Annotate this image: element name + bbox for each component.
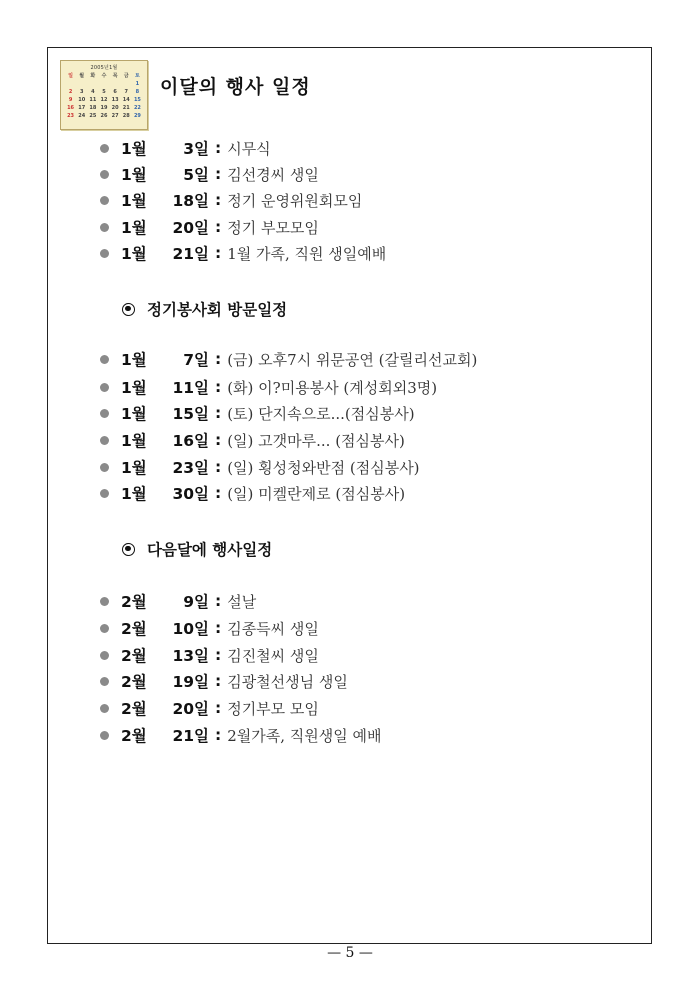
event-month: 1월	[121, 140, 147, 158]
event-description: 김선경씨 생일	[227, 165, 319, 184]
calendar-day: 15	[133, 97, 141, 103]
event-item	[100, 243, 386, 263]
event-description: 정기부모 모임	[227, 699, 319, 718]
section-heading-text: 다음달에 행사일정	[147, 541, 273, 559]
next-month-item	[100, 591, 256, 611]
event-date	[121, 429, 209, 451]
event-date	[121, 697, 209, 719]
event-month: 1월	[121, 485, 147, 503]
event-month: 2월	[121, 727, 147, 745]
next-month-item	[100, 618, 319, 638]
calendar-icon	[60, 60, 148, 130]
event-separator: :	[215, 619, 222, 637]
calendar-day: 3	[79, 89, 84, 95]
calendar-weekday: 목	[112, 73, 118, 79]
event-date	[121, 137, 209, 159]
event-date	[121, 617, 209, 639]
volunteer-item	[100, 457, 420, 477]
calendar-weekday: 수	[101, 73, 107, 79]
calendar-day: 28	[122, 113, 130, 119]
bullet-icon	[100, 731, 109, 740]
calendar-day: 20	[111, 105, 119, 111]
bullet-icon	[100, 651, 109, 660]
event-date	[121, 163, 209, 185]
calendar-day: 18	[89, 105, 97, 111]
event-separator: :	[215, 378, 222, 396]
event-date	[121, 670, 209, 692]
event-month: 1월	[121, 432, 147, 450]
event-description: (금) 오후7시 위문공연 (갈릴리선교회)	[227, 350, 478, 369]
calendar-day: 19	[100, 105, 108, 111]
calendar-day: 9	[68, 97, 73, 103]
calendar-day: 29	[133, 113, 141, 119]
event-day: 30일	[172, 485, 209, 503]
event-separator: :	[215, 699, 222, 717]
calendar-day: 5	[102, 89, 106, 95]
section-heading-text: 정기봉사회 방문일정	[147, 301, 288, 319]
event-month: 2월	[121, 620, 147, 638]
event-description: (토) 단지속으로...(점심봉사)	[227, 404, 415, 423]
bullet-icon	[100, 409, 109, 418]
event-description: (일) 미켈란제로 (점심봉사)	[227, 484, 406, 503]
event-day: 3일	[183, 140, 209, 158]
event-separator: :	[215, 404, 222, 422]
next-month-item	[100, 725, 381, 745]
event-month: 1월	[121, 245, 147, 263]
calendar-day: 24	[78, 113, 86, 119]
volunteer-item	[100, 483, 405, 503]
event-date	[121, 482, 209, 504]
section-heading-next-month	[122, 538, 272, 560]
event-description: 시무식	[227, 139, 271, 158]
calendar-day: 7	[124, 89, 129, 95]
radio-bullet-icon	[122, 303, 135, 316]
calendar-day	[121, 81, 132, 87]
event-description: 정기 운영위원회모임	[227, 191, 363, 210]
next-month-item	[100, 645, 319, 665]
calendar-title: 2005년1월	[90, 65, 118, 71]
event-day: 16일	[172, 432, 209, 450]
bullet-icon	[100, 170, 109, 179]
event-item	[100, 217, 319, 237]
calendar-day: 26	[100, 113, 108, 119]
event-day: 19일	[172, 673, 209, 691]
event-description: 설날	[227, 592, 257, 611]
calendar-day: 27	[111, 113, 119, 119]
event-month: 1월	[121, 192, 147, 210]
next-month-item	[100, 698, 319, 718]
event-separator: :	[215, 646, 222, 664]
bullet-icon	[100, 223, 109, 232]
event-date	[121, 456, 209, 478]
event-month: 2월	[121, 700, 147, 718]
calendar-day: 22	[133, 105, 141, 111]
calendar-day: 1	[135, 81, 140, 87]
calendar-weekday: 일	[68, 73, 73, 79]
event-separator: :	[215, 431, 222, 449]
calendar-day: 12	[100, 97, 108, 103]
calendar-day: 10	[78, 97, 86, 103]
volunteer-item	[100, 403, 415, 423]
event-month: 2월	[121, 647, 147, 665]
bullet-icon	[100, 355, 109, 364]
bullet-icon	[100, 196, 109, 205]
calendar-day: 8	[135, 89, 140, 95]
radio-bullet-icon	[122, 543, 135, 556]
event-day: 10일	[172, 620, 209, 638]
calendar-day	[87, 81, 98, 87]
event-date	[121, 402, 209, 424]
event-day: 20일	[172, 219, 209, 237]
event-item	[100, 138, 271, 158]
event-item	[100, 190, 362, 210]
event-date	[121, 644, 209, 666]
calendar-day: 11	[89, 97, 97, 103]
event-date	[121, 376, 209, 398]
event-separator: :	[215, 139, 222, 157]
event-month: 1월	[121, 459, 147, 477]
calendar-day: 23	[67, 113, 75, 119]
event-description: 2월가족, 직원생일 예배	[227, 726, 382, 745]
calendar-weekday: 금	[123, 73, 129, 79]
calendar-day	[98, 81, 109, 87]
calendar-day	[110, 81, 121, 87]
calendar-weekday: 월	[79, 73, 85, 79]
event-day: 23일	[172, 459, 209, 477]
event-day: 15일	[172, 405, 209, 423]
event-date	[121, 216, 209, 238]
calendar-grid	[61, 71, 147, 119]
event-month: 2월	[121, 673, 147, 691]
event-month: 2월	[121, 593, 147, 611]
calendar-day	[76, 81, 87, 87]
event-date	[121, 590, 209, 612]
event-month: 1월	[121, 379, 147, 397]
calendar-day: 13	[111, 97, 119, 103]
event-month: 1월	[121, 405, 147, 423]
bullet-icon	[100, 489, 109, 498]
event-description: 김진철씨 생일	[227, 646, 319, 665]
page-number: — 5 —	[327, 945, 373, 961]
event-separator: :	[215, 726, 222, 744]
event-day: 9일	[183, 593, 209, 611]
event-description: 김광철선생님 생일	[227, 672, 348, 691]
bullet-icon	[100, 677, 109, 686]
bullet-icon	[100, 624, 109, 633]
event-separator: :	[215, 165, 222, 183]
event-month: 1월	[121, 351, 147, 369]
event-separator: :	[215, 484, 222, 502]
event-separator: :	[215, 218, 222, 236]
event-separator: :	[215, 350, 222, 368]
next-month-item	[100, 671, 348, 691]
calendar-day: 6	[113, 89, 117, 95]
event-separator: :	[215, 458, 222, 476]
bullet-icon	[100, 436, 109, 445]
page-title: 이달의 행사 일정	[160, 76, 311, 98]
calendar-day	[65, 81, 76, 87]
event-day: 13일	[172, 647, 209, 665]
event-description: (일) 고갯마루... (점심봉사)	[227, 431, 405, 450]
bullet-icon	[100, 144, 109, 153]
bullet-icon	[100, 704, 109, 713]
event-separator: :	[215, 191, 222, 209]
event-description: 김종득씨 생일	[227, 619, 319, 638]
event-date	[121, 189, 209, 211]
event-date	[121, 724, 209, 746]
event-day: 7일	[183, 351, 209, 369]
event-date	[121, 242, 209, 264]
event-description: (일) 횡성청와반점 (점심봉사)	[227, 458, 420, 477]
volunteer-item	[100, 430, 405, 450]
event-day: 5일	[183, 166, 209, 184]
event-month: 1월	[121, 219, 147, 237]
event-day: 20일	[172, 700, 209, 718]
calendar-day: 2	[68, 89, 73, 95]
event-description: (화) 이?미용봉사 (계성회외3명)	[227, 378, 438, 397]
section-heading-volunteer	[122, 298, 287, 320]
event-month: 1월	[121, 166, 147, 184]
calendar-day: 21	[122, 105, 130, 111]
event-day: 21일	[172, 245, 209, 263]
event-description: 1월 가족, 직원 생일예배	[227, 244, 387, 263]
calendar-day: 14	[122, 97, 130, 103]
event-date	[121, 348, 209, 370]
calendar-day: 16	[67, 105, 75, 111]
event-description: 정기 부모모임	[227, 218, 319, 237]
event-separator: :	[215, 592, 222, 610]
volunteer-item	[100, 377, 437, 397]
event-item	[100, 164, 319, 184]
calendar-weekday: 화	[90, 73, 96, 79]
calendar-weekday: 토	[135, 73, 140, 79]
calendar-day: 17	[78, 105, 86, 111]
bullet-icon	[100, 249, 109, 258]
volunteer-item	[100, 349, 477, 369]
event-day: 11일	[172, 379, 209, 397]
calendar-day: 4	[91, 89, 95, 95]
calendar-day: 25	[89, 113, 97, 119]
event-separator: :	[215, 244, 222, 262]
event-day: 18일	[172, 192, 209, 210]
event-separator: :	[215, 672, 222, 690]
event-day: 21일	[172, 727, 209, 745]
bullet-icon	[100, 463, 109, 472]
bullet-icon	[100, 597, 109, 606]
bullet-icon	[100, 383, 109, 392]
